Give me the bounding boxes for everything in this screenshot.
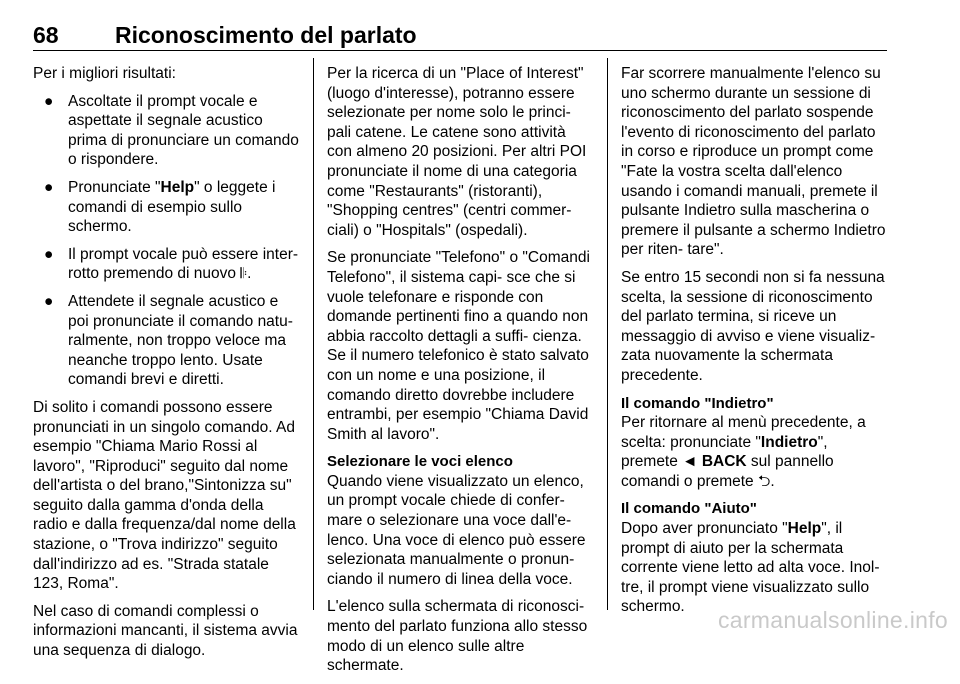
paragraph: Se entro 15 secondi non si fa nessuna scelta, la sessione di riconoscimento del parlato termina, si riceve un messaggio di avviso e viene visualiz- zata nuovamente la schermata precedente. xyxy=(621,268,885,384)
column-divider xyxy=(607,58,608,610)
voice-button-icon: 𝄆 xyxy=(240,265,248,282)
list-item xyxy=(33,245,299,284)
section-heading: Il comando "Indietro" xyxy=(621,394,774,412)
list-item-text: " o leggete i comandi di esempio sullo schermo. xyxy=(68,178,276,236)
list-item-text: Ascoltate il prompt vocale e aspettate il segnale acustico prima di pronunciare un comando o rispondere. xyxy=(68,92,299,169)
text-run: ", premete xyxy=(621,433,828,471)
text-run: Dopo aver pronunciato " xyxy=(621,520,788,538)
keyword: Help xyxy=(787,520,822,538)
list-item-text: . xyxy=(247,265,252,283)
paragraph: L'elenco sulla schermata di riconosci- mento del parlato funziona allo stesso modo di un elenco sulle altre schermate. xyxy=(327,598,588,675)
text-run: . xyxy=(770,472,775,490)
paragraph xyxy=(621,519,887,617)
paragraph: Far scorrere manualmente l'elenco su uno schermo durante un sessione di riconoscimento del parlato sospende l'evento di riconoscimento del parlato in corso e riproduce un prompt come "Fate la vostra scelta dall'elenco usando i comandi manuali, premete il pulsante Indietro sulla mascherina o premere il pulsante a schermo Indietro per riten- tare". xyxy=(621,65,886,259)
bullet-icon: ● xyxy=(44,292,54,310)
list-item-text: Il prompt vocale può essere inter- rotto premendo di nuovo xyxy=(68,245,299,283)
list-item xyxy=(33,92,299,170)
keyword: Help xyxy=(160,178,195,196)
watermark: carmanualsonline.info xyxy=(717,607,948,633)
column-2 xyxy=(327,64,593,684)
back-button-label: ◄ BACK xyxy=(682,453,747,471)
keyword: Indietro xyxy=(760,433,818,451)
back-arrow-icon: ⮌ xyxy=(758,472,771,490)
section-heading: Selezionare le voci elenco xyxy=(327,453,513,471)
page-title: Riconoscimento del parlato xyxy=(115,22,417,48)
list-item-text: Attendete il segnale acustico e poi pronunciate il comando natu- ralmente, non troppo veloce ma neanche troppo lento. Usate comandi brevi e diretti. xyxy=(68,292,293,389)
intro-text: Per i migliori risultati: xyxy=(33,65,176,82)
page-number: 68 xyxy=(33,22,59,48)
paragraph: Quando viene visualizzato un elenco, un prompt vocale chiede di confer- mare o selezionare una voce dall'e- lenco. Una voce di elenco può essere selezionata manualmente o pronun- ciando il numero di linea della voce. xyxy=(327,472,586,588)
list-item-text: Pronunciate " xyxy=(68,178,161,196)
paragraph: Se pronunciate "Telefono" o "Comandi Telefono", il sistema capi- sce che si vuole telefonare e risponde con domande pertinenti fino a quando non abbia raccolto dettagli a suffi- cienza. Se il numero telefonico è stato salvato con un nome e una posizione, il comando diretto dovrebbe includere entrambi, per esempio "Chiama David Smith al lavoro". xyxy=(327,249,590,443)
paragraph: Di solito i comandi possono essere pronunciati in un singolo comando. Ad esempio "Chiama Mario Rossi al lavoro", "Riproduci" seguito dal nome dell'artista o del brano,"Sintonizza su" seguito dalla gamma d'onda della radio e dalla frequenza/dal nome della stazione, o "Trova indirizzo" seguito dall'indirizzo ad es. "Strada statale 123, Roma". xyxy=(33,398,296,593)
column-3 xyxy=(621,64,887,625)
paragraph: Nel caso di comandi complessi o informazioni mancanti, il sistema avvia una sequenza di dialogo. xyxy=(33,602,298,660)
page-header xyxy=(33,10,887,51)
text-run: ", il prompt di aiuto per la schermata corrente viene letto ad alta voce. Inol- tre, il prompt viene visualizzato sullo schermo. xyxy=(621,520,880,616)
bullet-icon: ● xyxy=(44,92,54,110)
paragraph: Per la ricerca di un "Place of Interest" (luogo d'interesse), potranno essere selezionate per nome solo le princi- pali catene. Le catene sono attività con almeno 20 posizioni. Per altri POI pronunciate il nome di una categoria come "Restaurants" (ristoranti), "Shopping centres" (centri commer- ciali) o "Hospitals" (ospedali). xyxy=(327,65,587,239)
bullet-icon: ● xyxy=(44,178,54,196)
list-item xyxy=(33,292,299,390)
paragraph xyxy=(621,413,887,491)
text-run: Per ritornare al menù precedente, a scelta: pronunciate " xyxy=(621,414,866,451)
tips-list xyxy=(33,92,299,390)
text-run: sul pannello comandi o premete xyxy=(621,453,834,490)
column-1 xyxy=(33,64,299,669)
column-divider xyxy=(313,58,314,610)
bullet-icon: ● xyxy=(44,245,54,263)
section-heading: Il comando "Aiuto" xyxy=(621,500,757,518)
list-item xyxy=(33,178,299,237)
